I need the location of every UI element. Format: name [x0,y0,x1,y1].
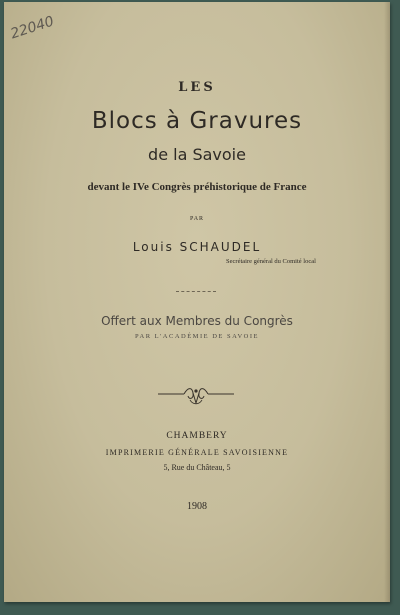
pencil-inventory-note: 22040 [8,13,56,43]
printer: IMPRIMERIE GÉNÉRALE SAVOISIENNE [105,448,289,457]
pre-title: LES [178,80,216,95]
ornament-icon [156,385,236,407]
document-page [4,2,390,602]
author-role: Secrétaire général du Comité local [226,258,316,265]
by-label: PAR [189,216,205,222]
offered-line: Offert aux Membres du Congrès [101,314,293,328]
congress-line: devant le IVe Congrès préhistorique de France [87,181,307,193]
subtitle: de la Savoie [148,145,246,164]
author-name: Louis SCHAUDEL [132,240,262,254]
main-title: Blocs à Gravures [91,108,303,134]
publication-year: 1908 [187,501,207,512]
divider-rule [176,291,216,292]
printer-address: 5, Rue du Château, 5 [163,463,231,472]
city: CHAMBERY [166,431,228,441]
academy-line: PAR L'ACADÉMIE DE SAVOIE [134,333,260,340]
